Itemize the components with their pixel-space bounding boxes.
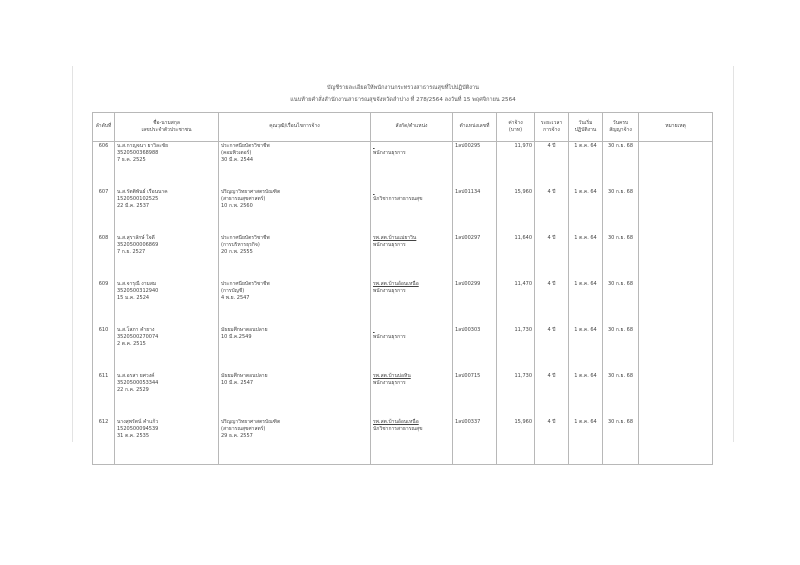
table-row: [93, 234, 713, 280]
cell-qualification: [219, 372, 371, 418]
qualification-detail: (การบริหารธุรกิจ): [221, 242, 260, 249]
col-header-name: [115, 113, 219, 142]
person-name: น.ส.อรสา ยศวงค์: [117, 373, 155, 379]
qualification: ประกาศนียบัตรวิชาชีพ: [221, 235, 270, 241]
document-subtitle: แนบท้ายคำสั่งสำนักงานสาธารณสุขจังหวัดลำปาง ที่ 278/2564 ลงวันที่ 15 พฤศจิกายน 2564: [290, 97, 516, 103]
cell-start-date: 1 ต.ค. 64: [569, 372, 603, 418]
col-header-wage-line1: ค่าจ้าง: [508, 119, 523, 126]
cell-end-date: 30 ก.ย. 68: [603, 372, 639, 418]
col-header-qualification: คุณวุฒิ/เรื่อนไขการจ้าง: [219, 113, 371, 142]
qualification-date: [221, 387, 368, 394]
col-header-unit: สังกัด/ตำแหน่ง: [371, 113, 453, 142]
cell-no: 610: [93, 326, 115, 372]
qualification-detail: (การบัญชี): [221, 288, 245, 295]
col-header-start-line2: ปฏิบัติงาน: [574, 127, 597, 133]
cell-unit: [371, 372, 453, 418]
cell-qualification: [219, 418, 371, 465]
qualification-detail: (สาธารณสุขศาสตร์): [221, 196, 266, 203]
cell-note: [639, 142, 713, 189]
birth-date: 15 ม.ค. 2524: [117, 295, 150, 302]
cell-wage: 15,960: [497, 188, 535, 234]
cell-unit: [371, 188, 453, 234]
qualification: มัธยมศึกษาตอนปลาย: [221, 373, 268, 379]
person-name: น.ส.รัตติพันธ์ เรือนนาค: [117, 189, 168, 195]
cell-qualification: [219, 280, 371, 326]
unit-name: [373, 143, 450, 150]
cell-end-date: 30 ก.ย. 68: [603, 188, 639, 234]
cell-unit: [371, 234, 453, 280]
cell-wage: 15,960: [497, 418, 535, 465]
unit-name: รพ.สต.บ้านอ้อนเหนือ: [373, 281, 419, 287]
cell-note: [639, 372, 713, 418]
cell-position-no: 1ลป00303: [453, 326, 497, 372]
col-header-name-line1: ชื่อ-นามสกุล: [153, 119, 180, 126]
position-title: นักวิชาการสาธารณสุข: [373, 196, 423, 203]
cell-duration: 4 ปี: [535, 142, 569, 189]
cell-no: 608: [93, 234, 115, 280]
cell-duration: 4 ปี: [535, 372, 569, 418]
col-header-end-line2: สัญญาจ้าง: [609, 127, 632, 133]
position-title: นักวิชาการสาธารณสุข: [373, 426, 423, 433]
citizen-id: 3520500270074: [117, 334, 159, 341]
table-row: [93, 280, 713, 326]
cell-position-no: 1ลป00297: [453, 234, 497, 280]
col-header-duration-line1: ระยะเวลา: [540, 119, 563, 126]
cell-position-no: 1ลป01134: [453, 188, 497, 234]
col-header-name-line2: เลขประจำตัวประชาชน: [141, 127, 192, 133]
cell-note: [639, 418, 713, 465]
cell-unit: [371, 418, 453, 465]
birth-date: 22 ก.ค. 2529: [117, 387, 149, 394]
qualification: ปริญญาวิทยาศาสตรบัณฑิต: [221, 189, 281, 195]
cell-start-date: 1 ต.ค. 64: [569, 234, 603, 280]
birth-date: 31 ต.ค. 2535: [117, 433, 150, 440]
person-name: น.ส.โสภา คำยาง: [117, 327, 155, 333]
person-name: น.ส.สุราลักษ์ ใจดี: [117, 235, 155, 241]
cell-note: [639, 326, 713, 372]
cell-start-date: 1 ต.ค. 64: [569, 326, 603, 372]
position-title: พนักงานธุรการ: [373, 288, 406, 295]
col-header-duration: [535, 113, 569, 142]
cell-name: [115, 280, 219, 326]
citizen-id: 1520500094539: [117, 426, 159, 433]
qualification: มัธยมศึกษาตอนปลาย: [221, 327, 268, 333]
cell-duration: 4 ปี: [535, 188, 569, 234]
table-header-row: [93, 113, 713, 142]
qualification-date: 10 ก.พ. 2560: [221, 203, 253, 210]
cell-no: 606: [93, 142, 115, 189]
cell-start-date: 1 ต.ค. 64: [569, 142, 603, 189]
cell-wage: 11,970: [497, 142, 535, 189]
cell-name: [115, 418, 219, 465]
cell-wage: 11,730: [497, 326, 535, 372]
cell-wage: 11,470: [497, 280, 535, 326]
citizen-id: 3520500312940: [117, 288, 159, 295]
cell-qualification: [219, 142, 371, 189]
cell-name: [115, 234, 219, 280]
cell-duration: 4 ปี: [535, 326, 569, 372]
col-header-start-line1: วันเริ่ม: [578, 119, 593, 126]
col-header-position-no: ตำแหน่งเลขที่: [453, 113, 497, 142]
cell-name: [115, 188, 219, 234]
qualification-detail: (สาธารณสุขศาสตร์): [221, 426, 266, 433]
table-row: [93, 372, 713, 418]
cell-qualification: [219, 188, 371, 234]
cell-start-date: 1 ต.ค. 64: [569, 280, 603, 326]
document-page: [72, 66, 734, 442]
cell-duration: 4 ปี: [535, 234, 569, 280]
cell-duration: 4 ปี: [535, 280, 569, 326]
qualification-date: 20 ก.พ. 2555: [221, 249, 253, 256]
cell-no: 607: [93, 188, 115, 234]
unit-name: รพ.สต.บ้านแม่ยาวิน: [373, 235, 417, 241]
table-row: [93, 188, 713, 234]
cell-name: [115, 326, 219, 372]
cell-end-date: 30 ก.ย. 68: [603, 142, 639, 189]
birth-date: 22 มี.ค. 2537: [117, 203, 150, 210]
qualification-detail: 10 มี.ค.2549: [221, 334, 252, 341]
position-title: พนักงานธุรการ: [373, 150, 406, 157]
qualification-date: 29 ธ.ค. 2557: [221, 433, 253, 440]
cell-end-date: 30 ก.ย. 68: [603, 234, 639, 280]
cell-name: [115, 372, 219, 418]
col-header-start: [569, 113, 603, 142]
qualification-date: 30 มี.ค. 2544: [221, 157, 254, 164]
cell-qualification: [219, 234, 371, 280]
cell-start-date: 1 ต.ค. 64: [569, 188, 603, 234]
staff-table: [92, 112, 713, 465]
cell-end-date: 30 ก.ย. 68: [603, 418, 639, 465]
cell-start-date: 1 ต.ค. 64: [569, 418, 603, 465]
qualification-detail: 10 มี.ค. 2547: [221, 380, 254, 387]
col-header-no: ลำดับที่: [93, 113, 115, 142]
citizen-id: 1520500102525: [117, 196, 159, 203]
unit-name: [373, 327, 450, 334]
qualification-date: [221, 341, 368, 348]
cell-unit: [371, 280, 453, 326]
birth-date: 2 ต.ค. 2515: [117, 341, 146, 348]
citizen-id: 3520500006869: [117, 242, 159, 249]
col-header-wage: [497, 113, 535, 142]
col-header-duration-line2: การจ้าง: [543, 127, 560, 133]
col-header-note: หมายเหตุ: [639, 113, 713, 142]
qualification: ปริญญาวิทยาศาสตรบัณฑิต: [221, 419, 281, 425]
position-title: พนักงานธุรการ: [373, 380, 406, 387]
col-header-wage-line2: (บาท): [508, 127, 523, 133]
table-row: [93, 326, 713, 372]
cell-no: 612: [93, 418, 115, 465]
birth-date: 7 ธ.ค. 2525: [117, 157, 146, 164]
qualification-date: 4 พ.ย. 2547: [221, 295, 250, 302]
table-row: [93, 142, 713, 189]
cell-duration: 4 ปี: [535, 418, 569, 465]
cell-qualification: [219, 326, 371, 372]
table-row: [93, 418, 713, 465]
cell-no: 609: [93, 280, 115, 326]
table-body: [93, 142, 713, 465]
position-title: พนักงานธุรการ: [373, 242, 406, 249]
cell-position-no: 1ลป00715: [453, 372, 497, 418]
person-name: น.ส.กาญจนา ยาวิละชัย: [117, 143, 169, 149]
cell-name: [115, 142, 219, 189]
qualification-detail: (คอมพิวเตอร์): [221, 150, 252, 157]
cell-unit: [371, 326, 453, 372]
cell-position-no: 1ลป00295: [453, 142, 497, 189]
cell-wage: 11,730: [497, 372, 535, 418]
cell-note: [639, 234, 713, 280]
document-title: บัญชีรายละเอียดให้พนักงานกระทรวงสาธารณสุขที่ไปปฏิบัติงาน: [327, 85, 479, 91]
birth-date: 7 ก.ย. 2527: [117, 249, 146, 256]
col-header-end: [603, 113, 639, 142]
position-title: พนักงานธุรการ: [373, 334, 406, 341]
col-header-end-line1: วันครบ: [612, 119, 629, 126]
qualification: ประกาศนียบัตรวิชาชีพ: [221, 281, 270, 287]
cell-note: [639, 188, 713, 234]
cell-end-date: 30 ก.ย. 68: [603, 280, 639, 326]
unit-name: รพ.สต.บ้านบ่อหิน: [373, 373, 411, 379]
cell-note: [639, 280, 713, 326]
cell-no: 611: [93, 372, 115, 418]
cell-wage: 11,640: [497, 234, 535, 280]
citizen-id: 3520500053344: [117, 380, 159, 387]
cell-position-no: 1ลป00299: [453, 280, 497, 326]
qualification: ประกาศนียบัตรวิชาชีพ: [221, 143, 270, 149]
unit-name: รพ.สต.บ้านอ้อนเหนือ: [373, 419, 419, 425]
cell-position-no: 1ลป00337: [453, 418, 497, 465]
cell-end-date: 30 ก.ย. 68: [603, 326, 639, 372]
person-name: น.ส.จารุณี งามสม: [117, 281, 157, 287]
person-name: นางสุพรัตน์ คำแก้ว: [117, 419, 159, 425]
cell-unit: [371, 142, 453, 189]
citizen-id: 3520500368988: [117, 150, 159, 157]
